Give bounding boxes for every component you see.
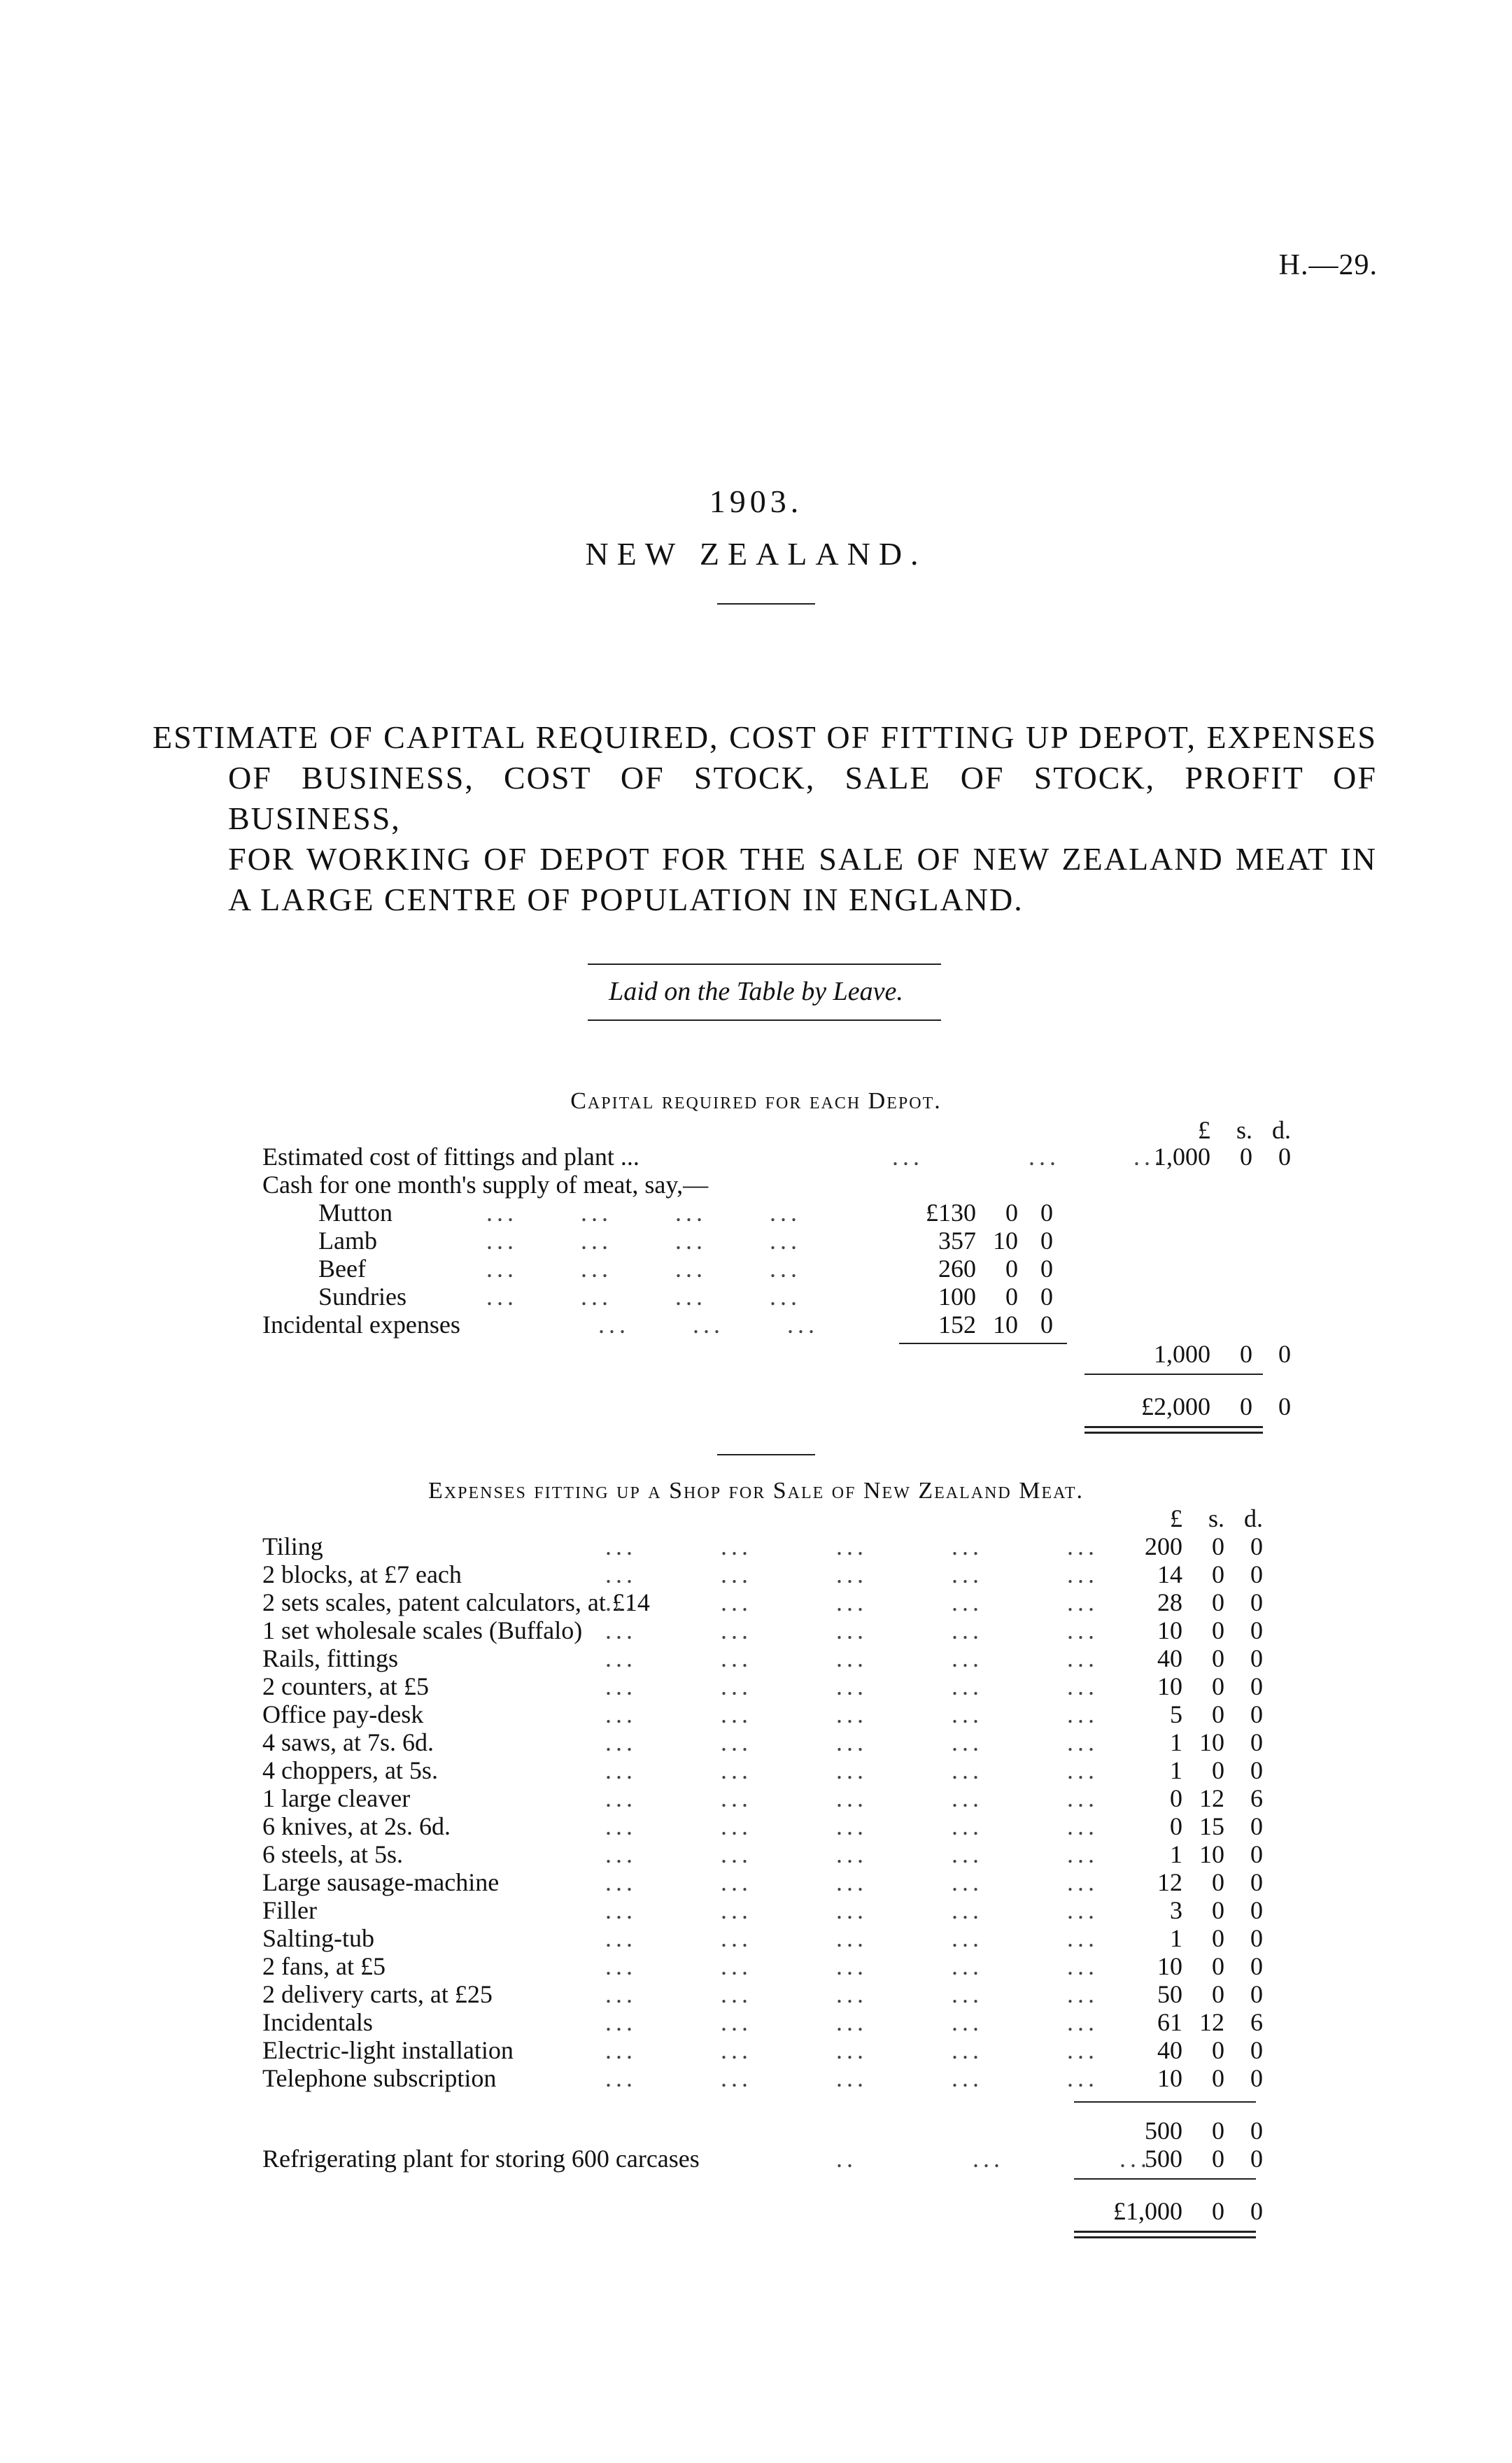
laid-rule-bottom: [588, 1019, 941, 1021]
shillings-value: 10: [1199, 1728, 1224, 1756]
total-rule: [1074, 2178, 1256, 2180]
shillings-value: 0: [1240, 1143, 1252, 1171]
expense-item-row: [262, 1644, 1270, 1672]
pounds-header: £: [1198, 1116, 1210, 1144]
pounds-value: 61: [1157, 2008, 1182, 2036]
row-label: Tiling: [262, 1532, 323, 1560]
title-line: FOR WORKING OF DEPOT FOR THE SALE OF NEW ZEALAND MEAT IN: [228, 841, 1377, 877]
shillings-value: 0: [1240, 1392, 1252, 1420]
pounds-value: 100: [938, 1283, 976, 1311]
leader-dots: ... ... ... ... ...: [605, 1812, 1098, 1840]
row-label: Cash for one month's supply of meat, say,—: [262, 1171, 709, 1199]
pence-value: 0: [1250, 2145, 1263, 2173]
row-label: Incidental expenses: [262, 1311, 460, 1339]
pounds-value: 40: [1157, 2036, 1182, 2064]
leader-dots: ... ... ... ... ...: [605, 1868, 1098, 1896]
pence-value: 0: [1250, 2117, 1263, 2145]
shillings-value: 10: [993, 1227, 1018, 1255]
expenses-total-row: [262, 2197, 1270, 2225]
pounds-value: 10: [1157, 1672, 1182, 1700]
pence-value: 0: [1250, 1868, 1263, 1896]
leader-dots: ... ... ... ... ...: [605, 1896, 1098, 1924]
shillings-value: 0: [1212, 1756, 1224, 1784]
pounds-value: £1,000: [1113, 2197, 1182, 2225]
pence-value: 0: [1250, 1588, 1263, 1616]
leader-dots: ... ... ... ...: [486, 1199, 801, 1227]
row-label: Refrigerating plant for storing 600 carcases: [262, 2145, 700, 2173]
row-label: 4 saws, at 7s. 6d.: [262, 1728, 434, 1756]
pence-value: 0: [1250, 1644, 1263, 1672]
leader-dots: ... ... ... ... ...: [605, 1588, 1098, 1616]
shillings-value: 0: [1212, 1924, 1224, 1952]
heading-rule: [717, 603, 815, 605]
pounds-value: 1: [1170, 1924, 1182, 1952]
pounds-value: 500: [1145, 2117, 1182, 2145]
pence-value: 0: [1250, 1756, 1263, 1784]
row-label: Lamb: [318, 1227, 377, 1255]
row-label: 4 choppers, at 5s.: [262, 1756, 438, 1784]
capital-item-row: [262, 1227, 1270, 1255]
expense-item-row: [262, 1784, 1270, 1812]
title-line: ESTIMATE OF CAPITAL REQUIRED, COST OF FITTING UP DEPOT, EXPENSES: [153, 719, 1377, 755]
row-label: Office pay-desk: [262, 1700, 424, 1728]
pence-value: 0: [1250, 2064, 1263, 2092]
pounds-value: £130: [926, 1199, 976, 1227]
leader-dots: ... ... ... ... ...: [605, 1980, 1098, 2008]
pence-value: 0: [1278, 1143, 1291, 1171]
leader-dots: ... ... ... ... ...: [605, 1952, 1098, 1980]
pence-value: 0: [1250, 1952, 1263, 1980]
capital-heading: Capital required for each Depot.: [570, 1088, 942, 1114]
row-label: Incidentals: [262, 2008, 373, 2036]
leader-dots: ... ... ... ... ...: [605, 1840, 1098, 1868]
pounds-value: 200: [1145, 1532, 1182, 1560]
expense-item-row: [262, 1616, 1270, 1644]
shillings-header: s.: [1236, 1116, 1252, 1144]
pounds-value: 1: [1170, 1840, 1182, 1868]
pounds-value: 3: [1170, 1896, 1182, 1924]
pence-value: 0: [1250, 1616, 1263, 1644]
expenses-column-headers: [262, 1504, 1270, 1532]
shillings-value: 0: [1005, 1283, 1018, 1311]
shillings-value: 0: [1005, 1199, 1018, 1227]
expense-item-row: [262, 1980, 1270, 2008]
leader-dots: ... ... ... ...: [486, 1283, 801, 1311]
pounds-value: 1: [1170, 1728, 1182, 1756]
leader-dots: ... ... ... ... ...: [605, 1532, 1098, 1560]
row-label: Salting-tub: [262, 1924, 374, 1952]
capital-fittings-row: [262, 1143, 1291, 1171]
shillings-value: 0: [1212, 1616, 1224, 1644]
pounds-value: 0: [1170, 1812, 1182, 1840]
pence-value: 0: [1250, 1700, 1263, 1728]
row-label: Electric-light installation: [262, 2036, 514, 2064]
total-double-rule: [1084, 1426, 1263, 1434]
expense-item-row: [262, 2036, 1270, 2064]
row-label: 6 knives, at 2s. 6d.: [262, 1812, 451, 1840]
expense-item-row: [262, 1896, 1270, 1924]
expense-item-row: [262, 1868, 1270, 1896]
row-label: 2 fans, at £5: [262, 1952, 386, 1980]
pence-value: 0: [1250, 1980, 1263, 2008]
row-label: 1 large cleaver: [262, 1784, 411, 1812]
pence-value: 0: [1250, 1896, 1263, 1924]
capital-cash-row: [262, 1171, 1270, 1199]
shillings-value: 12: [1199, 1784, 1224, 1812]
row-label: Rails, fittings: [262, 1644, 399, 1672]
leader-dots: ... ... ... ... ...: [605, 2064, 1098, 2092]
shillings-value: 12: [1199, 2008, 1224, 2036]
expense-item-row: [262, 1728, 1270, 1756]
pounds-value: £2,000: [1141, 1392, 1210, 1420]
pounds-value: 50: [1157, 1980, 1182, 2008]
pence-value: 0: [1250, 1812, 1263, 1840]
pounds-value: 500: [1145, 2145, 1182, 2173]
capital-subtotal-row: [262, 1340, 1291, 1368]
leader-dots: ... ... ... ... ...: [605, 1728, 1098, 1756]
expense-item-row: [262, 1560, 1270, 1588]
pence-value: 0: [1040, 1255, 1053, 1283]
shillings-value: 0: [1212, 1952, 1224, 1980]
pounds-value: 1,000: [1154, 1340, 1210, 1368]
row-label: Estimated cost of fittings and plant ...: [262, 1143, 640, 1171]
pence-header: d.: [1272, 1116, 1291, 1144]
shillings-value: 10: [1199, 1840, 1224, 1868]
expense-item-row: [262, 1588, 1270, 1616]
shillings-value: 0: [1240, 1340, 1252, 1368]
pence-value: 0: [1250, 1560, 1263, 1588]
row-label: Telephone subscription: [262, 2064, 497, 2092]
leader-dots: .. ... ...: [836, 2145, 1151, 2173]
expense-item-row: [262, 2008, 1270, 2036]
capital-total-row: [262, 1392, 1291, 1420]
shillings-value: 15: [1199, 1812, 1224, 1840]
pounds-value: 0: [1170, 1784, 1182, 1812]
pounds-value: 5: [1170, 1700, 1182, 1728]
row-label: 1 set wholesale scales (Buffalo): [262, 1616, 583, 1644]
pence-value: 0: [1250, 1532, 1263, 1560]
shillings-value: 0: [1212, 2197, 1224, 2225]
leader-dots: ... ... ... ... ...: [605, 1924, 1098, 1952]
shillings-header: s.: [1208, 1504, 1224, 1532]
expense-item-row: [262, 1700, 1270, 1728]
pence-value: 0: [1040, 1199, 1053, 1227]
capital-item-row: [262, 1311, 1270, 1339]
leader-dots: ... ... ... ... ...: [605, 1784, 1098, 1812]
leader-dots: ... ... ... ... ...: [605, 1672, 1098, 1700]
leader-dots: ... ... ... ...: [486, 1227, 801, 1255]
pounds-value: 152: [938, 1311, 976, 1339]
document-title: [153, 717, 1377, 920]
pence-value: 6: [1250, 2008, 1263, 2036]
pounds-value: 10: [1157, 2064, 1182, 2092]
pence-value: 0: [1250, 1728, 1263, 1756]
leader-dots: ... ... ... ... ...: [605, 2036, 1098, 2064]
subtotal-rule: [1074, 2101, 1256, 2103]
expenses-heading: Expenses fitting up a Shop for Sale of New Zealand Meat.: [428, 1478, 1084, 1504]
pence-value: 0: [1250, 2036, 1263, 2064]
expense-item-row: [262, 1840, 1270, 1868]
leader-dots: ... ... ... ... ...: [605, 1560, 1098, 1588]
leader-dots: ... ... ... ...: [486, 1255, 801, 1283]
shillings-value: 0: [1212, 2145, 1224, 2173]
shillings-value: 0: [1212, 1560, 1224, 1588]
pence-header: d.: [1244, 1504, 1263, 1532]
row-label: 2 sets scales, patent calculators, at £14: [262, 1588, 650, 1616]
expense-item-row: [262, 1532, 1270, 1560]
pence-value: 0: [1040, 1311, 1053, 1339]
row-label: Sundries: [318, 1283, 407, 1311]
document-reference: H.—29.: [1278, 249, 1378, 281]
pounds-value: 1: [1170, 1756, 1182, 1784]
pence-value: 0: [1250, 1672, 1263, 1700]
expense-item-row: [262, 2064, 1270, 2092]
pounds-value: 10: [1157, 1952, 1182, 1980]
expense-item-row: [262, 1812, 1270, 1840]
pence-value: 0: [1278, 1340, 1291, 1368]
shillings-value: 0: [1212, 1532, 1224, 1560]
pounds-value: 260: [938, 1255, 976, 1283]
pence-value: 0: [1278, 1392, 1291, 1420]
leader-dots: ... ... ... ... ...: [605, 1756, 1098, 1784]
capital-item-row: [262, 1255, 1270, 1283]
shillings-value: 0: [1212, 1868, 1224, 1896]
leader-dots: ... ... ...: [598, 1311, 819, 1339]
pence-value: 6: [1250, 1784, 1263, 1812]
expenses-subtotal-row: [262, 2117, 1270, 2145]
row-label: Filler: [262, 1896, 317, 1924]
pence-value: 0: [1040, 1283, 1053, 1311]
pence-value: 0: [1250, 1924, 1263, 1952]
title-line: A LARGE CENTRE OF POPULATION IN ENGLAND.: [228, 882, 1024, 917]
leader-dots: ... ... ...: [892, 1143, 1165, 1171]
row-label: Large sausage-machine: [262, 1868, 500, 1896]
shillings-value: 0: [1005, 1255, 1018, 1283]
title-line: OF BUSINESS, COST OF STOCK, SALE OF STOCK, PROFIT OF BUSINESS,: [228, 760, 1377, 836]
pounds-value: 28: [1157, 1588, 1182, 1616]
refrigerating-row: [262, 2145, 1270, 2173]
shillings-value: 0: [1212, 1700, 1224, 1728]
document-year: 1903.: [709, 484, 803, 519]
shillings-value: 0: [1212, 2117, 1224, 2145]
row-label: 2 delivery carts, at £25: [262, 1980, 493, 2008]
shillings-value: 0: [1212, 1980, 1224, 2008]
capital-item-row: [262, 1283, 1270, 1311]
section-divider: [717, 1454, 815, 1455]
pence-value: 0: [1250, 1840, 1263, 1868]
pounds-header: £: [1170, 1504, 1182, 1532]
row-label: 2 counters, at £5: [262, 1672, 429, 1700]
expense-item-row: [262, 1756, 1270, 1784]
pounds-value: 14: [1157, 1560, 1182, 1588]
shillings-value: 0: [1212, 2064, 1224, 2092]
shillings-value: 0: [1212, 1644, 1224, 1672]
shillings-value: 0: [1212, 1672, 1224, 1700]
leader-dots: ... ... ... ... ...: [605, 1644, 1098, 1672]
expense-item-row: [262, 1924, 1270, 1952]
shillings-value: 0: [1212, 1588, 1224, 1616]
total-double-rule: [1074, 2231, 1256, 2238]
pounds-value: 40: [1157, 1644, 1182, 1672]
pounds-value: 357: [938, 1227, 976, 1255]
shillings-value: 0: [1212, 1896, 1224, 1924]
row-label: Mutton: [318, 1199, 393, 1227]
capital-item-row: [262, 1199, 1270, 1227]
capital-column-headers: [262, 1116, 1291, 1144]
expense-item-row: [262, 1672, 1270, 1700]
laid-on-table-note: Laid on the Table by Leave.: [609, 977, 903, 1006]
leader-dots: ... ... ... ... ...: [605, 1616, 1098, 1644]
pounds-value: 12: [1157, 1868, 1182, 1896]
pence-value: 0: [1040, 1227, 1053, 1255]
pounds-value: 1,000: [1154, 1143, 1210, 1171]
pounds-value: 10: [1157, 1616, 1182, 1644]
total-rule: [1084, 1374, 1263, 1375]
row-label: 6 steels, at 5s.: [262, 1840, 403, 1868]
expense-item-row: [262, 1952, 1270, 1980]
leader-dots: ... ... ... ... ...: [605, 2008, 1098, 2036]
shillings-value: 0: [1212, 2036, 1224, 2064]
leader-dots: ... ... ... ... ...: [605, 1700, 1098, 1728]
pence-value: 0: [1250, 2197, 1263, 2225]
laid-rule-top: [588, 964, 941, 965]
shillings-value: 10: [993, 1311, 1018, 1339]
row-label: 2 blocks, at £7 each: [262, 1560, 462, 1588]
country-heading: NEW ZEALAND.: [585, 536, 927, 572]
row-label: Beef: [318, 1255, 366, 1283]
